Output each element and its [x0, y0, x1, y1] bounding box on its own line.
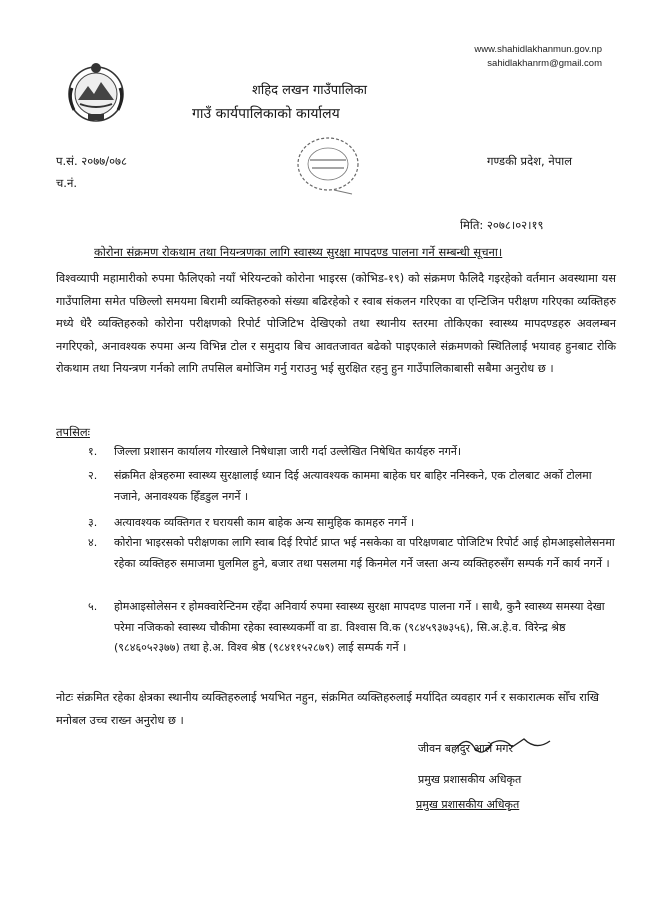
office-name: शहिद लखन गाउँपालिका	[252, 83, 368, 98]
list-item	[88, 466, 620, 507]
email-text: sahidlakhanrm@gmail.com	[487, 58, 602, 69]
list-item	[88, 597, 620, 659]
province-text: गण्डकी प्रदेश, नेपाल	[487, 154, 573, 168]
list-item	[88, 533, 620, 574]
office-seal-icon	[290, 130, 370, 202]
list-item-number: १.	[88, 445, 98, 458]
list-item-number: ४.	[88, 536, 98, 549]
note-paragraph: नोटः संक्रमित रहेका क्षेत्रका स्थानीय व्यक्तिहरुलाई भयभित नहुन, संक्रमित व्यक्तिहरुलाई मर्यादित व्यवहार गर्न र सकारात्मक सोँच राखि मनोबल उच्च राख्न अनुरोध छ ।	[56, 691, 600, 727]
reference-number: प.सं. २०७७/०७८	[56, 154, 128, 168]
list-item-text: जिल्ला प्रशासन कार्यालय गोरखाले निषेधाज्ञा जारी गर्दा उल्लेखित निषेधित कार्यहरु नगर्ने।	[114, 445, 462, 458]
list-item	[88, 442, 620, 463]
signatory-stamp-title: प्रमुख प्रशासकीय अधिकृत	[416, 798, 520, 811]
list-item-number: २.	[88, 469, 98, 482]
signatory-name: जीवन बहादुर आले मगर	[418, 742, 514, 755]
signatory-title: प्रमुख प्रशासकीय अधिकृत	[418, 773, 522, 786]
details-heading: तपसिलः	[56, 425, 90, 439]
intro-paragraph: विश्वव्यापी महामारीको रुपमा फैलिएको नयाँ भेरियन्टको कोरोना भाइरस (कोभिड-१९) को संक्रमण फैलिदै गइरहेको वर्तमान अवस्थामा यस गाउँपालिमा समेत पछिल्लो समयमा बिरामी व्यक्तिहरुको संख्या बढिरहेको र स्वाब संकलन गरिएका वा एन्टिजिन परीक्षण गरिएका व्यक्तिहरु मध्ये धेरै व्यक्तिहरुको कोरोना परीक्षणको रिपोर्ट पोजिटिभ देखिएको तथा स्थानीय स्तरमा तोकिएका स्वास्थ्य मापदण्डहरु अवलम्बन नगरिएको, अनावश्यक रुपमा अन्य विभिन्न टोल र समुदाय बिच आवतजावत बढेको पाइएकाले संक्रमणको स्थितिलाई भयावह हुनबाट रोकि रोकथाम तथा नियन्त्रण गर्नको लागि तपसिल बमोजिम गर्नु गराउनु भई सुरक्षित रहनु हुन गाउँपालिकाबासी सबैमा अनुरोध छ ।	[56, 272, 616, 375]
government-emblem-icon	[66, 58, 126, 124]
list-item-text: संक्रमित क्षेत्रहरुमा स्वास्थ्य सुरक्षालाई ध्यान दिई अत्यावश्यक काममा बाहेक घर बाहिर ननिस्कने, एक टोलबाट अर्को टोलमा नजाने, अनावश्यक हिँडडुल नगर्ने ।	[114, 469, 592, 503]
notice-date: मिति: २०७८।०२।१९	[460, 218, 544, 232]
list-item-text: कोरोना भाइरसको परीक्षणका लागि स्वाब दिई रिपोर्ट प्राप्त भई नसकेका वा परिक्षणबाट पोजिटिभ रिपोर्ट आई होमआइसोलेसनमा रहेका व्यक्तिहरु समाजमा घुलमिल हुने, बजार तथा पसलमा गई किनमेल गर्ने जस्ता अन्य व्यक्तिहरुसँग सम्पर्क गर्ने कार्य नगर्ने ।	[114, 536, 615, 570]
office-unit-title: गाउँ कार्यपालिकाको कार्यालय	[192, 106, 340, 122]
website-text: www.shahidlakhanmun.gov.np	[474, 44, 602, 55]
notice-subject: कोरोना संक्रमण रोकथाम तथा नियन्त्रणका लागि स्वास्थ्य सुरक्षा मापदण्ड पालना गर्ने सम्बन्धी सूचना।	[94, 245, 503, 259]
list-item-text: होमआइसोलेसन र होमक्वारेन्टिनम रहँदा अनिवार्य रुपमा स्वास्थ्य सुरक्षा मापदण्ड पालना गर्ने । साथै, कुनै स्वास्थ्य समस्या देखा परेमा नजिकको स्वास्थ्य चौकीमा रहेका स्वास्थ्यकर्मी वा डा. विश्वास वि.क (९८४५९३७३५६), सि.अ.हे.व. विरेन्द्र श्रेष्ठ (९८४६०५२३७७) तथा हे.अ. विश्व श्रेष्ठ (९८४११५२८७९) लाई सम्पर्क गर्ने ।	[114, 600, 605, 654]
dispatch-number: च.नं.	[56, 176, 77, 190]
list-item	[88, 513, 620, 534]
list-item-text: अत्यावश्यक व्यक्तिगत र घरायसी काम बाहेक अन्य सामुहिक कामहरु नगर्ने ।	[114, 516, 415, 529]
list-item-number: ३.	[88, 516, 98, 529]
list-item-number: ५.	[88, 600, 98, 613]
